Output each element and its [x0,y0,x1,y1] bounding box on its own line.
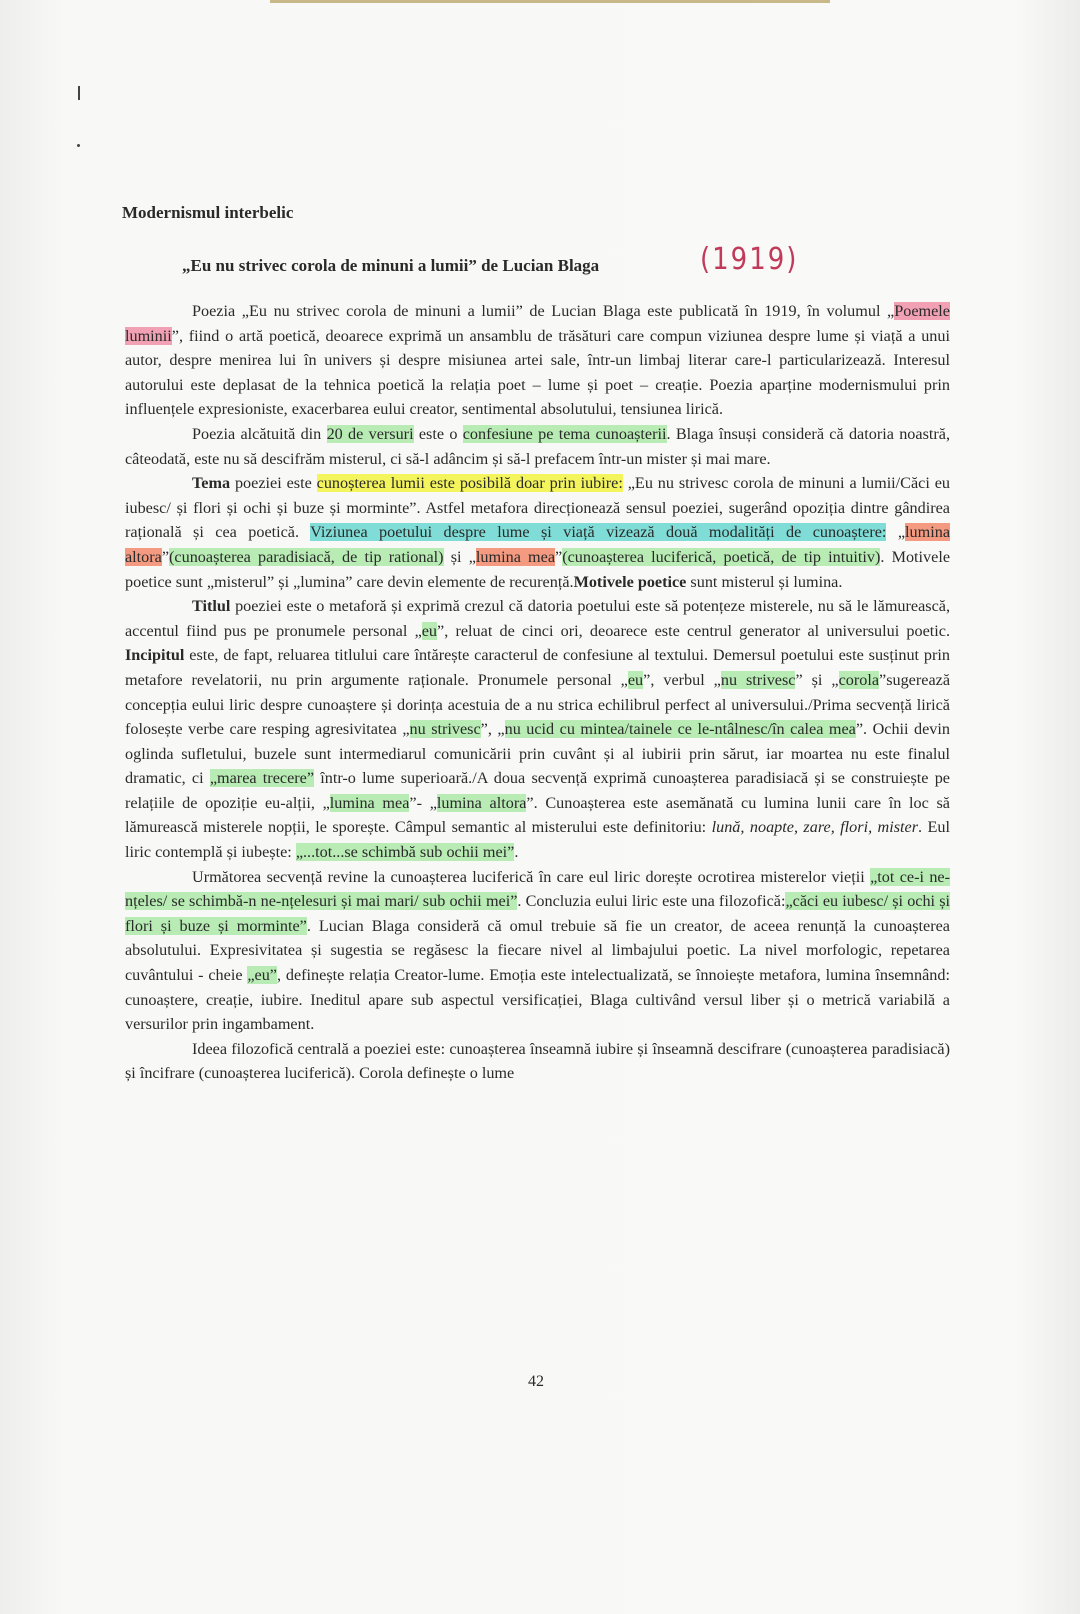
highlighted-text: 20 de versuri [326,424,414,443]
text-run: . Blaga însuși consideră că datoria noastră, câteodată, este nu să descifrăm misterul, ci să-l adâncim și să-l prefacem într-un mister și mai mare. [125,424,950,468]
highlighted-text: „eu” [247,966,277,985]
text-run: ”sugerează concepția eului liric despre cunoaștere și dorința acestuia de a nu strica echilibrul perfect al universului./Prima secvență lirică folosește verbe care resping agresivitatea „ [125,670,951,739]
text-run: ”. Cunoașterea este asemănată cu lumina lunii care în loc să lămurească misterele nopții, le sporește. Câmpul semantic al misterului este definitoriu: [125,793,950,837]
highlighted-text: „tot ce-i ne-nțeles/ se schimbă-n ne-nțelesuri și mai mari/ sub ochii mei” [125,867,950,911]
text-run: Următorea secvență revine la cunoașterea luciferică în care eul liric dorește ocrotirea misterelor vieții [192,867,871,886]
highlighted-text: eu [421,621,438,640]
highlighted-text: nu strivesc [409,720,481,739]
text-run: lună, noapte, zare, flori, mister [711,818,919,837]
handwritten-year-note: (1919) [700,242,799,278]
highlighted-text: cunoșterea lumii este posibilă doar prin iubire: [316,474,623,493]
highlighted-text: (cunoașterea paradisiacă, de tip rational) [169,547,444,566]
text-run: poeziei este o metaforă și exprimă crezul că datoria poetului este să potențeze misterele, nu să le lămurească, accentul fiind pus pe pronumele personal „ [125,597,950,640]
text-run: ”, reluat de cinci ori, deoarece este centrul generator al universului poetic. [437,621,950,640]
text-run: este o [413,424,463,443]
text-run: este, de fapt, reluarea titlului care întărește caracterul de confesiune al textului. Demersul poetului este susținut prin metafore revelatorii, nu prin argumente raționale. Pronumele personal „ [125,646,950,689]
text-run: „Eu nu strivesc corola de minuni a lumii/Căci eu iubesc/ și flori și ochi și buze și morminte”. Astfel metafora direcționează sensul poeziei, sugerând opoziția dintre gândirea rațională și cea poetică. [125,474,951,542]
highlighted-text: lumina mea [329,793,410,812]
bold-term: Tema [192,474,231,493]
paragraph [125,1037,950,1086]
highlighted-text: „căci eu iubesc/ și ochi și flori și buze și morminte” [125,892,950,935]
highlighted-text: nu strivesc [720,670,796,689]
poem-title: „Eu nu strivec corola de minuni a lumii” de Lucian Blaga [182,256,600,275]
text-run: într-o lume superioară./A doua secvență exprimă cunoașterea paradisiacă și se construiește pe relațiile de opoziție eu-alții, „ [125,769,950,812]
highlighted-text: (cunoașterea luciferică, poetică, de tip intuitiv) [562,547,881,566]
section-heading: Modernismul interbelic [122,203,294,222]
text-run: ”, fiind o artă poetică, deoarece exprimă un ansamblu de trăsături care compun viziunea despre lume și viață a unui autor, despre menirea lui în univers și despre misiunea artei sale, într-un limbaj literar care-l particularizează. Interesul autorului este deplasat de la tehnica poetică la relația poet – lume și poet – creație. Poezia aparține modernismului prin influențele expresioniste, exacerbarea eului creator, sentimental absolutului, tensiunea lirică. [125,326,950,419]
margin-dot [77,144,80,147]
margin-mark [78,86,80,100]
text-run: . Eul liric contemplă și iubește: [125,818,950,862]
paragraph [125,422,950,471]
text-run: Poezia alcătuită din [192,424,327,443]
page-edge-line [270,0,830,3]
text-run: ”- „ [409,793,437,812]
highlighted-text: „marea trecere” [209,769,315,788]
document-body [125,299,950,1086]
bold-term: Motivele poetice [573,572,687,591]
text-run: ” [161,547,170,566]
highlighted-text: confesiune pe tema cunoașterii [462,424,667,443]
text-run: . Concluzia eului liric este una filozofică: [517,892,786,911]
highlighted-text: „...tot...se schimbă sub ochii mei” [295,843,515,862]
text-run: sunt misterul și lumina. [686,572,843,591]
text-run: „ [886,523,906,542]
text-run: . Lucian Blaga consideră că omul trebuie să fie un creator, de aceea renunță la cunoașterea absolutului. Expresivitatea și sugestia se regăsesc la fiecare nivel al limbajului poetic. La nivel morfologic, repetarea cuvântului - cheie [125,916,950,985]
text-run: Poezia „Eu nu strivec corola de minuni a lumii” de Lucian Blaga este publicată în 1919, în volumul „ [192,302,895,320]
paragraph [125,594,950,865]
highlighted-text: lumina altora [125,523,951,566]
highlighted-text: nu ucid cu mintea/tainele ce le-ntâlnesc/în calea mea [504,720,856,739]
highlighted-text: Viziunea poetului despre lume și viață vizează două modalități de cunoaștere: [310,523,887,542]
text-run: . [514,843,519,862]
paragraph [125,471,950,594]
paragraph [125,865,950,1037]
highlighted-text: corola [838,670,880,689]
highlighted-text: lumina mea [475,547,556,566]
bold-term: Titlul [192,597,231,616]
highlighted-text: lumina altora [436,793,527,812]
text-run: ”. Ochii devin oglinda sufletului, buzele sunt intermediarul comunicării prin cuvânt și al iubirii prin sărut, iar moartea nu este finalul dramatic, ci [125,720,950,788]
paragraph [125,299,950,422]
text-run: și „ [443,547,476,566]
text-run: ”, verbul „ [643,670,721,689]
text-run: Ideea filozofică centrală a poeziei este: cunoașterea înseamnă iubire și înseamnă descifrare (cunoașterea paradisiacă) și încifrare (cunoașterea luciferică). Corola definește o lume [125,1039,950,1083]
text-run: ”, „ [480,720,505,739]
highlighted-text: Poemele luminii [125,302,950,345]
text-run: , definește relația Creator-lume. Emoția este intelectualizată, se înnoiește metafora, lumina însemnând: cunoaștere, creație, iubire. Ineditul apare sub aspectul versificației, Blaga cultivând versul liber și o metrică variabilă a versurilor prin ingambament. [125,966,950,1034]
bold-term: Incipitul [125,646,185,665]
page-number: 42 [528,1373,544,1390]
text-run: poeziei este [230,474,317,493]
text-run: ” [555,547,563,566]
text-run: ” și „ [795,670,839,689]
highlighted-text: eu [627,670,644,689]
text-run: . Motivele poetice sunt „misterul” și „lumina” care devin elemente de recurență. [125,547,951,591]
